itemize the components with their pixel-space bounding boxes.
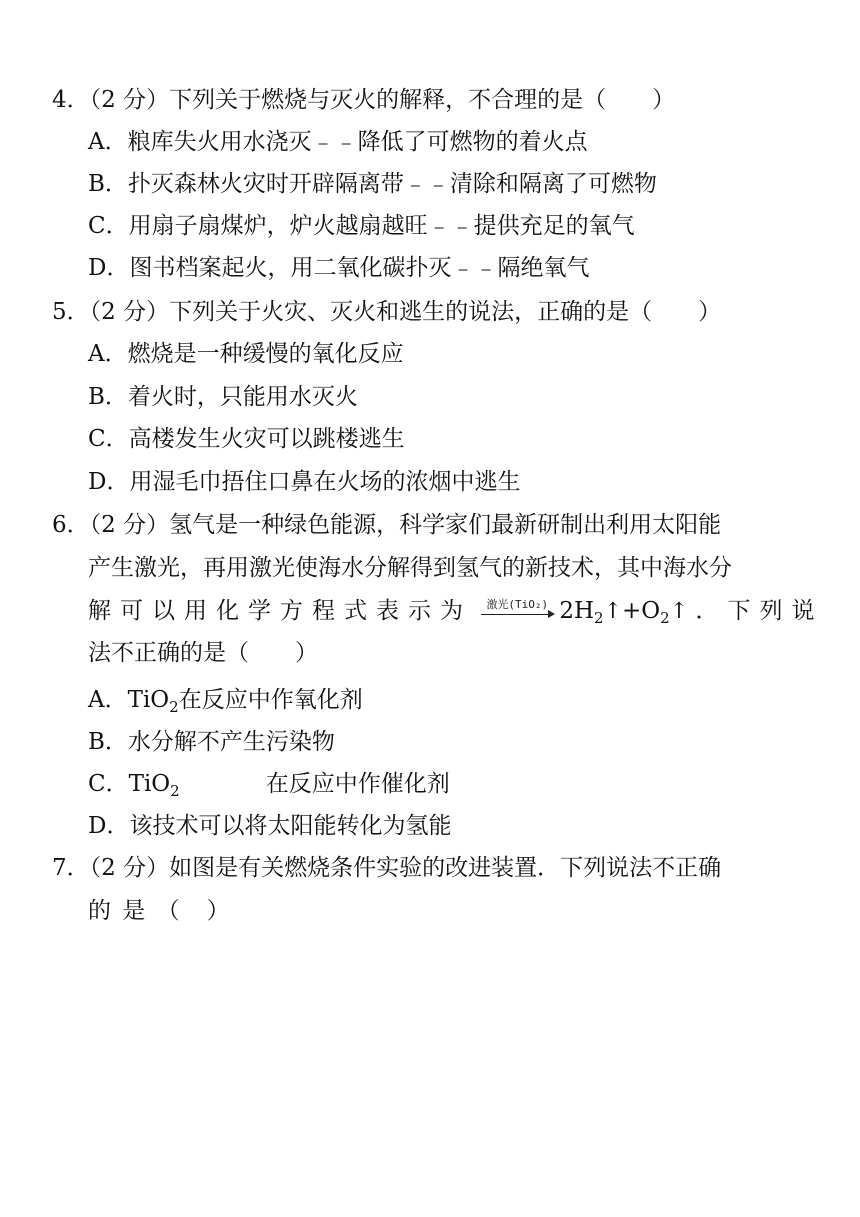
option-a-label: A．TiO <box>88 687 170 713</box>
question-5-option-b: B．着火时，只能用水灭火 <box>88 384 358 410</box>
option-c-label: C．TiO <box>88 771 171 797</box>
question-6-line-3-prefix: 解可以用化学方程式表示为 <box>88 598 472 624</box>
question-5-option-c: C．高楼发生火灾可以跳楼逃生 <box>88 426 405 452</box>
question-6-option-d: D．该技术可以将太阳能转化为氢能 <box>88 813 452 839</box>
option-a-text: 在反应中作氧化剂 <box>178 687 363 713</box>
question-4-option-b: B．扑灭森林火灾时开辟隔离带﹣﹣清除和隔离了可燃物 <box>88 171 657 197</box>
question-6-option-b: B．水分解不产生污染物 <box>88 729 335 755</box>
question-6-option-a <box>88 685 363 715</box>
equation-h2-subscript: 2 <box>594 609 604 627</box>
equation-product-h2: 2H <box>559 598 595 624</box>
question-7-line-1: 7．（2 分）如图是有关燃烧条件实验的改进装置．下列说法不正确 <box>52 855 722 881</box>
question-6-line-4: 法不正确的是（ ） <box>88 640 318 666</box>
question-6-option-c <box>88 769 450 799</box>
question-7-line-2: 的 是 （ ） <box>88 898 232 924</box>
equation-o2-subscript: 2 <box>660 609 670 627</box>
reaction-arrow-icon <box>481 614 553 615</box>
question-6-line-3-suffix: ．下列说 <box>695 598 824 624</box>
question-4-option-c: C．用扇子扇煤炉，炉火越扇越旺﹣﹣提供充足的氧气 <box>88 213 635 239</box>
question-6-line-2: 产生激光，再用激光使海水分解得到氢气的新技术，其中海水分 <box>88 555 732 581</box>
option-c-text: 在反应中作催化剂 <box>265 771 450 797</box>
question-5-option-d: D．用湿毛巾捂住口鼻在火场的浓烟中逃生 <box>88 469 521 495</box>
gas-arrow-icon: ↑ <box>603 599 622 624</box>
question-5-stem: 5．（2 分）下列关于火灾、灭火和逃生的说法，正确的是（ ） <box>52 299 722 325</box>
question-4-stem: 4．（2 分）下列关于燃烧与灭火的解释，不合理的是（ ） <box>52 87 676 113</box>
gas-arrow-icon: ↑ <box>669 599 689 624</box>
question-4-option-d: D．图书档案起火，用二氧化碳扑灭﹣﹣隔绝氧气 <box>88 255 590 281</box>
option-a-subscript: 2 <box>169 698 179 716</box>
question-5-option-a: A．燃烧是一种缓慢的氧化反应 <box>88 341 404 367</box>
question-6-line-1: 6．（2 分）氢气是一种绿色能源，科学家们最新研制出利用太阳能 <box>52 512 722 538</box>
question-4-option-a: A．粮库失火用水浇灭﹣﹣降低了可燃物的着火点 <box>88 129 588 155</box>
chemical-equation-arrow <box>479 596 555 626</box>
question-6-line-3 <box>88 596 823 626</box>
reaction-condition: 激光(TiO₂) <box>486 598 549 611</box>
equation-product-o2: +O <box>622 598 661 624</box>
option-c-subscript: 2 <box>170 782 180 800</box>
